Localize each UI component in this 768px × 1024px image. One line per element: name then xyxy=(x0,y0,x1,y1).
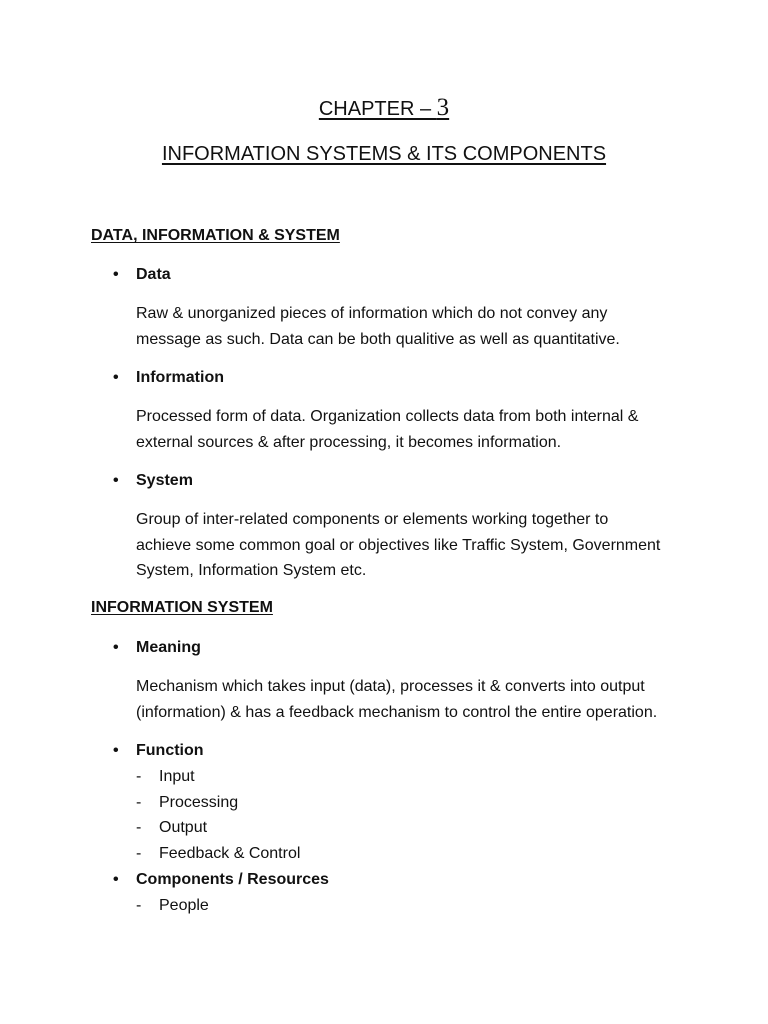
paragraph-information xyxy=(136,404,696,455)
paragraph-line: Group of inter-related components or elements working together to xyxy=(136,511,609,528)
bullet-icon: • xyxy=(113,871,119,888)
dash-marker: - xyxy=(136,819,142,836)
section-heading-data-information-system: DATA, INFORMATION & SYSTEM xyxy=(91,227,340,244)
paragraph-line: System, Information System etc. xyxy=(136,562,367,579)
bullet-label: Information xyxy=(136,369,224,386)
chapter-number: 3 xyxy=(436,94,450,121)
dash-marker: - xyxy=(136,794,142,811)
paragraph-meaning xyxy=(136,674,696,725)
dash-marker: - xyxy=(136,845,142,862)
paragraph-data xyxy=(136,301,696,352)
paragraph-line: Raw & unorganized pieces of information which do not convey any xyxy=(136,305,608,322)
paragraph-system xyxy=(136,507,696,584)
dash-marker: - xyxy=(136,897,142,914)
bullet-icon: • xyxy=(113,266,119,283)
bullet-icon: • xyxy=(113,369,119,386)
list-item-text: People xyxy=(159,897,209,914)
chapter-title xyxy=(0,94,768,122)
bullet-label: System xyxy=(136,472,193,489)
bullet-icon: • xyxy=(113,639,119,656)
bullet-label: Components / Resources xyxy=(136,871,329,888)
chapter-label: CHAPTER – xyxy=(318,98,437,120)
paragraph-line: achieve some common goal or objectives like Traffic System, Government xyxy=(136,536,661,554)
paragraph-line: Processed form of data. Organization collects data from both internal & xyxy=(136,408,639,425)
paragraph-line: Mechanism which takes input (data), processes it & converts into output xyxy=(136,678,645,695)
chapter-subtitle: INFORMATION SYSTEMS & ITS COMPONENTS xyxy=(161,143,607,165)
bullet-icon: • xyxy=(113,742,119,759)
bullet-icon: • xyxy=(113,472,119,489)
paragraph-line: message as such. Data can be both qualitive as well as quantitative. xyxy=(136,330,620,348)
bullet-label: Meaning xyxy=(136,639,201,656)
list-item-text: Processing xyxy=(159,794,239,811)
bullet-label: Function xyxy=(136,742,204,759)
list-item-text: Output xyxy=(159,819,208,836)
list-item-text: Input xyxy=(159,768,195,785)
section-heading-information-system: INFORMATION SYSTEM xyxy=(91,599,273,616)
paragraph-line: external sources & after processing, it becomes information. xyxy=(136,433,562,451)
dash-marker: - xyxy=(136,768,142,785)
paragraph-line: (information) & has a feedback mechanism to control the entire operation. xyxy=(136,703,658,721)
list-item-text: Feedback & Control xyxy=(159,845,301,862)
bullet-label: Data xyxy=(136,266,171,283)
